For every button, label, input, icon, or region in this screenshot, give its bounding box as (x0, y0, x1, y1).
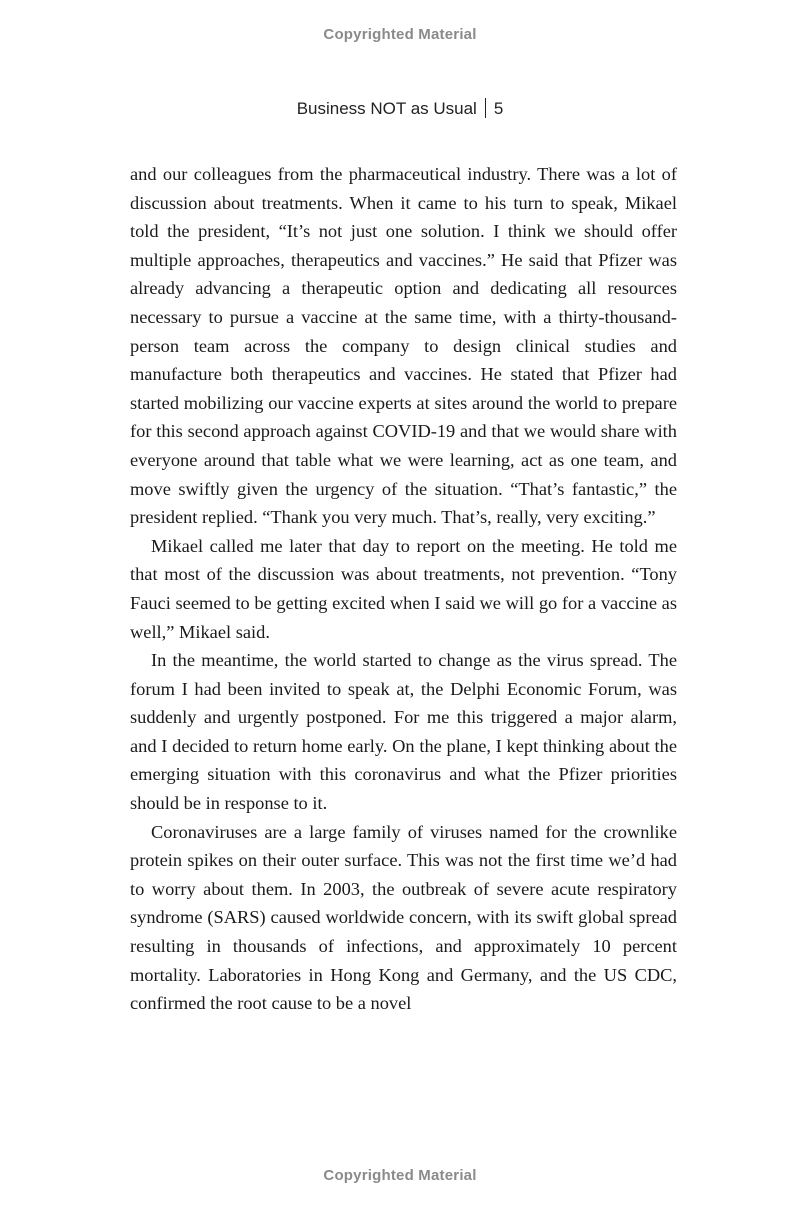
paragraph: Mikael called me later that day to report on the meeting. He told me that most of the discussion was about treatments, not prevention. “Tony Fauci seemed to be getting excited when I said we will go for a vaccine as well,” Mikael said. (130, 535, 677, 642)
book-title: Business NOT as Usual (296, 99, 477, 118)
header-divider (485, 98, 486, 118)
paragraph-continued: and our colleagues from the pharmaceutical industry. There was a lot of discussion about treatments. When it came to his turn to speak, Mikael told the president, “It’s not just one solution. I think we should offer multiple approaches, therapeutics and vaccines.” He said that Pfizer was already advancing a therapeutic option and dedicating all resources necessary to pursue a vaccine at the same time, with a thirty-thousand-person team across the company to design clinical studies and manufacture both therapeutics and vaccines. He stated that Pfizer had started mobilizing our vaccine experts at sites around the world to prepare for this second approach against COVID-19 and that we would share with everyone around that table what we were learning, act as one team, and move swiftly given the urgency of the situation. “That’s fantastic,” the president replied. “Thank you very much. That’s, really, very exciting.” (130, 164, 677, 528)
page-number: 5 (493, 99, 504, 118)
paragraph: In the meantime, the world started to change as the virus spread. The forum I had been invited to speak at, the Delphi Economic Forum, was suddenly and urgently postponed. For me this triggered a major alarm, and I decided to return home early. On the plane, I kept thinking about the emerging situation with this coronavirus and what the Pfizer priorities should be in response to it. (130, 650, 677, 814)
copyright-watermark-bottom: Copyrighted Material (323, 1167, 477, 1184)
paragraph: Coronaviruses are a large family of viruses named for the crownlike protein spikes on their outer surface. This was not the first time we’d had to worry about them. In 2003, the outbreak of severe acute respiratory syndrome (SARS) caused worldwide concern, with its swift global spread resulting in thousands of infections, and approximately 10 percent mortality. Laboratories in Hong Kong and Germany, and the US CDC, confirmed the root cause to be a novel (130, 821, 677, 1014)
copyright-watermark-top: Copyrighted Material (323, 26, 477, 43)
body-text (130, 160, 677, 1018)
running-head (0, 98, 800, 119)
